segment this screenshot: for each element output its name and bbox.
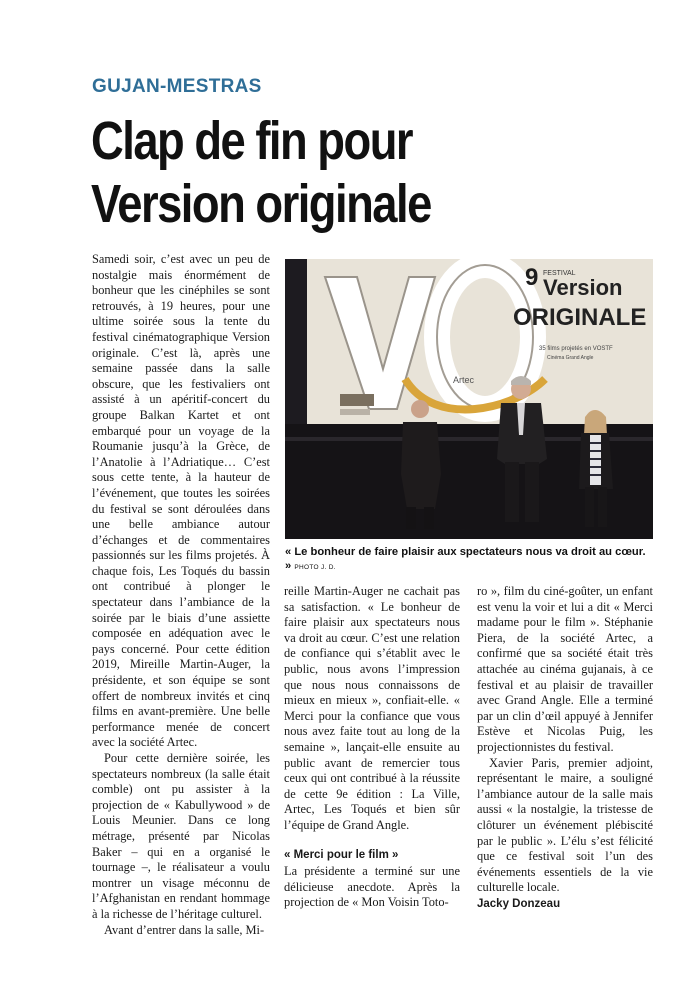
photo-credit: PHOTO J. D.: [294, 564, 336, 571]
paragraph: Samedi soir, c’est avec un peu de nostalgie mais énormément de bonheur que les cinéphiles se sont retrouvés, à 19 heures, pour une ultime soirée sous la tente du festival cinématographique Version originale. C’est là, après une semaine passée dans la salle obscure, que les festivaliers ont assisté à un apéritif-concert du groupe Balkan Kartet et ont embarqué pour un voyage de la Roumanie jusqu’à la Grèce, de l’Anatolie à l’Adriatique… C’est sous cette tente, à la hauteur de l’événement, que toutes les soirées du festival se sont déroulées dans une belle ambiance autour d’échanges et de commentaires passionnés sur les films projetés. À chaque fois, Les Toqués du bassin ont contribué à plonger le spectateur dans l’ambiance de la soirée par le biais d’une assiette composée en adéquation avec le pays concerné. Pour cette édition 2019, Mireille Martin-Auger, la présidente, et son équipe se sont offert de nombreux invités et cinq films en avant-première. Une belle performance menée de concert avec la société Artec.: [92, 252, 270, 750]
screen-number: 9: [525, 264, 539, 291]
paragraph: La présidente a terminé sur une délicieuse anecdote. Après la projection de « Mon Voisin Toto-: [284, 864, 460, 910]
screen-subtitle-2: Cinéma Grand Angle: [547, 355, 594, 361]
paragraph: Avant d’entrer dans la salle, Mi-: [104, 922, 265, 937]
paragraph: ro », film du ciné-goûter, un enfant est venu la voir et lui a dit « Merci madame pour le film ». Stéphanie Piera, de la société Artec, a confirmé que sa société était très attachée au cinéma gujanais, à ce festival et au plaisir de travailler avec Grand Angle. Elle a terminé par un clin d’œil appuyé à Jennifer Estève et Nicolas Puig, les projectionnistes du festival.: [477, 584, 653, 754]
screen-title-2: ORIGINALE: [513, 304, 647, 331]
screen-subtitle-1: 35 films projetés en VOSTF: [539, 346, 613, 352]
section-kicker: GUJAN-MESTRAS: [92, 76, 262, 97]
headline-line-1: Clap de fin pour: [91, 111, 413, 171]
screen-sponsor: Artec: [453, 375, 475, 385]
event-photo: [285, 259, 653, 539]
article-column-1: [92, 252, 270, 938]
caption-text: « Le bonheur de faire plaisir aux spectateurs nous va droit au cœur. »: [285, 546, 646, 572]
screen-festival-label: FESTIVAL: [543, 270, 576, 277]
screen-title-1: Version: [543, 275, 623, 300]
paragraph: Pour cette dernière soirée, les spectateurs nombreux (la salle était comble) ont pu assister à la projection de « Kabullywood » de Louis Meunier. Dans ce long métrage, présenté par Nicolas Baker – qui en a organisé le tournage –, le réalisateur a voulu montrer un visage méconnu de l’Afghanistan en rendant hommage à la richesse de l’héritage culturel.: [92, 751, 270, 921]
article-subheading: « Merci pour le film »: [284, 848, 399, 861]
paragraph: Xavier Paris, premier adjoint, représentant le maire, a souligné l’ambiance autour de la salle mais aussi « la nostalgie, la tristesse de clôturer un événement plébiscité par le public ». L’élu s’est félicité que ce festival soit l’un des événements essentiels de la vie culturelle locale.: [477, 755, 653, 895]
photo-caption: [285, 545, 653, 575]
author-signature: Jacky Donzeau: [477, 897, 561, 910]
article-column-2: [284, 584, 460, 911]
article-headline: [91, 110, 561, 236]
article-column-3: [477, 584, 653, 912]
paragraph: reille Martin-Auger ne cachait pas sa satisfaction. « Le bonheur de faire plaisir aux spectateurs nous va droit au cœur. C’est une relation de confiance qui s’établit avec le public, nous avons l’impression que nous nous connaissons de mieux en mieux », confiait-elle. « Merci pour la confiance que vous nous avez faite tout au long de la semaine », lançait-elle ensuite au public avant de remercier tous ceux qui ont contribué à la réussite de cette 9e édition : La Ville, Artec, Les Toqués et bien sûr l’équipe de Grand Angle.: [284, 584, 460, 832]
headline-line-2: Version originale: [91, 174, 431, 234]
photo-illustration: [285, 259, 653, 539]
